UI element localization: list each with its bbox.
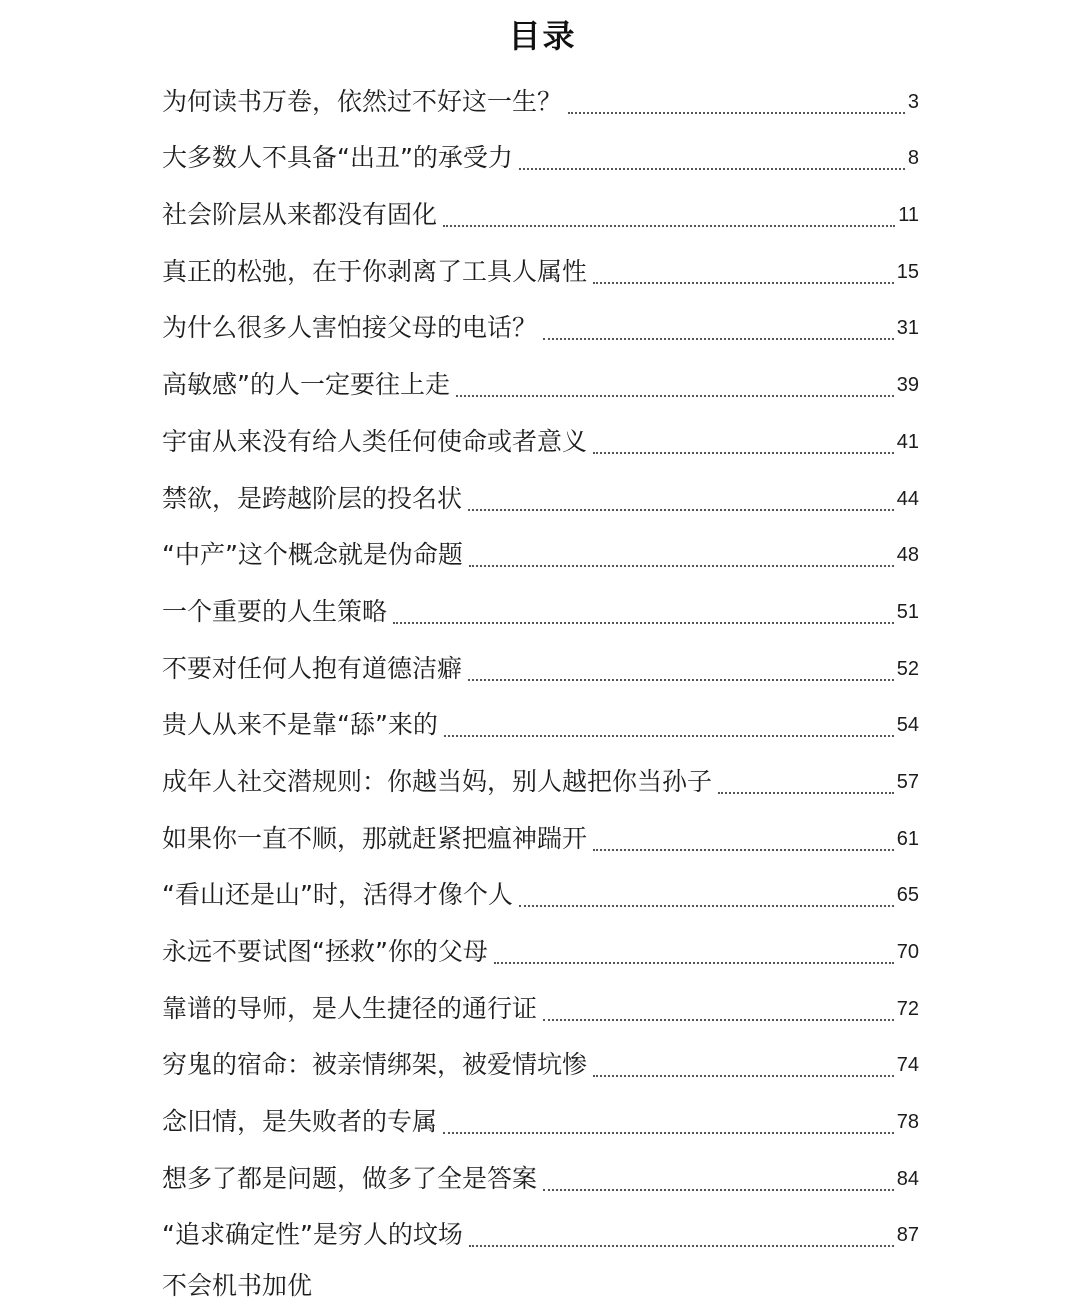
toc-entry-title: 不要对任何人抱有道德洁癖 [162,653,463,683]
toc-entry-page-number: 84 [896,1167,919,1190]
toc-entry-page-number: 70 [896,941,919,963]
toc-entry-page-number: 65 [896,884,919,907]
toc-entry-page-number: 15 [896,260,919,283]
toc-entry-page-number: 61 [896,827,919,850]
dot-leader [593,1075,894,1077]
dot-leader [469,565,894,567]
toc-entry-page-number: 74 [896,1054,919,1077]
toc-entry-title: 永远不要试图“拯救”你的父母 [162,937,488,966]
dot-leader [543,1189,894,1191]
toc-entry-title: “追求确定性”是穷人的坟场 [162,1220,463,1250]
toc-entry-page-number: 78 [896,1111,919,1134]
toc-entry[interactable] [162,353,919,410]
dot-leader [568,112,905,114]
toc-entry-title: 为何读书万卷，依然过不好这一生？ [162,86,563,116]
toc-entry[interactable] [162,410,919,467]
toc-entry-page-number: 54 [896,714,919,737]
dot-leader [519,168,905,170]
toc-entry-page-number: 57 [896,770,919,793]
dot-leader [443,225,895,227]
toc-entry-title: 宇宙从来没有给人类任何使命或者意义 [162,426,588,456]
toc-entry[interactable] [162,297,919,354]
toc-entry-page-number: 48 [896,544,919,567]
toc-entry-title: 为什么很多人害怕接父母的电话？ [162,313,538,343]
toc-entry[interactable] [162,70,919,127]
dot-leader [456,395,894,397]
dot-leader [393,622,894,624]
dot-leader [519,905,894,907]
toc-entry[interactable] [162,1034,919,1091]
toc-entry-page-number: 11 [898,204,919,227]
toc-entry-title: 禁欲，是跨越阶层的投名状 [162,483,463,513]
toc-entry[interactable] [162,694,919,751]
toc-entry-title: 贵人从来不是靠“舔”来的 [162,710,438,740]
dot-leader [443,1132,894,1134]
toc-entry-page-number: 87 [896,1224,919,1247]
dot-leader [494,962,894,964]
toc-entry-title: 大多数人不具备“出丑”的承受力 [162,143,513,173]
toc-list [162,70,919,1260]
page-title: 目录 [508,17,577,55]
toc-entry[interactable] [162,183,919,240]
dot-leader [468,509,894,511]
toc-entry-page-number: 39 [896,374,919,397]
toc-entry[interactable] [162,580,919,637]
toc-entry-title: 一个重要的人生策略 [162,596,388,626]
toc-entry[interactable] [162,524,919,581]
toc-entry-page-number: 72 [896,997,919,1020]
toc-entry[interactable] [162,1147,919,1204]
toc-entry-title: 成年人社交潜规则：你越当妈，别人越把你当孙子 [162,766,713,796]
toc-entry-page-number: 3 [907,90,919,113]
toc-entry-title: 念旧情，是失败者的专属 [162,1107,438,1137]
toc-entry[interactable] [162,977,919,1034]
toc-entry-page-number: 52 [896,657,919,680]
toc-entry-title: “中产”这个概念就是伪命题 [162,540,463,570]
toc-entry-title: 如果你一直不顺，那就赶紧把瘟神踹开 [162,823,588,853]
toc-entry-page-number: 31 [896,317,919,340]
toc-entry-title: “看山还是山”时，活得才像个人 [162,880,513,910]
dot-leader [543,1019,894,1021]
dot-leader [593,849,894,851]
dot-leader [444,735,894,737]
toc-entry[interactable] [162,467,919,524]
toc-entry-page-number: 41 [896,430,919,453]
toc-entry-title: 想多了都是问题，做多了全是答案 [162,1163,538,1193]
dot-leader [593,282,894,284]
toc-entry-title: 社会阶层从来都没有固化 [162,200,438,230]
toc-entry-title: 穷鬼的宿命：被亲情绑架，被爱情坑惨 [162,1050,588,1080]
toc-entry[interactable] [162,750,919,807]
dot-leader [593,452,894,454]
toc-entry[interactable] [162,127,919,184]
toc-entry-title: 高敏感”的人一定要往上走 [162,370,450,400]
dot-leader [468,679,894,681]
dot-leader [543,338,894,340]
toc-entry[interactable] [162,920,919,977]
toc-entry-page-number: 8 [907,147,919,170]
toc-entry[interactable] [162,637,919,694]
toc-entry[interactable] [162,1204,919,1261]
toc-entry-page-number: 44 [896,487,919,510]
toc-entry-title: 真正的松弛，在于你剥离了工具人属性 [162,256,588,286]
dot-leader [469,1245,894,1247]
dot-leader [718,792,894,794]
toc-entry-page-number: 51 [896,600,919,623]
toc-entry[interactable] [162,1090,919,1147]
toc-entry[interactable] [162,864,919,921]
toc-entry[interactable] [162,240,919,297]
toc-entry-title: 靠谱的导师，是人生捷径的通行证 [162,993,538,1023]
toc-entry-partial: 不会机书加优 [162,1271,313,1300]
toc-entry[interactable] [162,807,919,864]
